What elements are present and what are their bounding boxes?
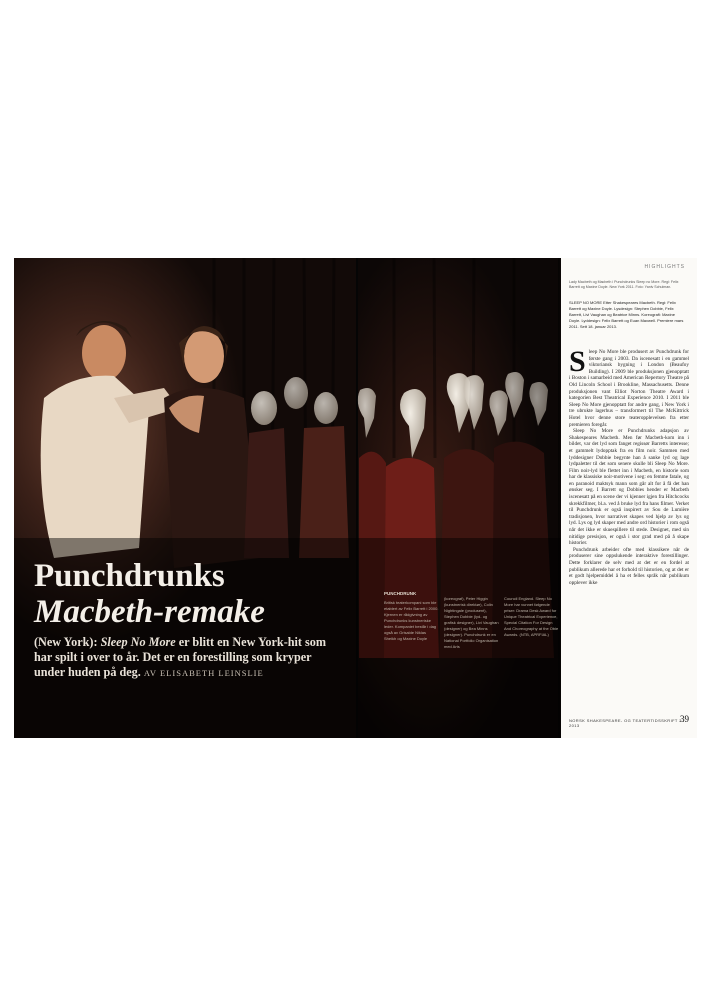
deck-show-title: Sleep No More bbox=[100, 635, 176, 649]
magazine-spread bbox=[14, 258, 697, 738]
body-paragraph: leep No More ble produsert av Punchdrunk for første gang i 2003. Da iscenesatt i en gammel viktoriansk bygning i London (Beaufoy Building). I 2009 ble produksjonen gjenopptatt i Boston i samarbeid med American Repertory Theatre på Old Lincoln School i Brookline, Massachusetts. Denne produksjonen vant Elliot Norton Theatre Award i kategorien Best Theatrical Experience 2010. I 2011 ble Sleep No More gjenopptatt for andre gang, i New York i tre ubrukte lagerhus – transformert til The McKittrick Hotel hvor denne store teateropplevelsen fra etter premieren foregår. bbox=[569, 349, 689, 428]
headline-line-2: Macbeth-remake bbox=[34, 594, 265, 630]
page-gutter bbox=[356, 258, 358, 738]
page-footer: NORSK SHAKESPEARE- OG TEATERTIDSSKRIFT 2 / 2013 bbox=[569, 718, 685, 728]
photo-caption-col-3 bbox=[504, 596, 559, 638]
photo-caption-col-1 bbox=[384, 591, 439, 642]
production-credits: SLEEP NO MORE Etter Shakespeares Macbeth. Regi: Felix Barrett og Maxine Doyle. Lysdesign: Stephen Dobbie, Felix Barrett, Livi Vaughan og Beatrice Minns. Koreografi: Maxine Doyle. Lyddesign: Felix Barrett og Euan Maxwell. Premiere mars 2011. Sett 18. januar 2013. bbox=[569, 300, 684, 329]
byline: AV ELISABETH LEINSLIE bbox=[143, 668, 264, 678]
right-text-page bbox=[561, 258, 697, 738]
page-number: 39 bbox=[680, 714, 689, 724]
deck-text: er blitt en New York-hit som har spilt i over to år. Det er en forestilling som kryper under huden på deg. bbox=[34, 635, 327, 679]
article-deck bbox=[34, 635, 344, 681]
body-paragraph: Sleep No More er Punchdrunks adapsjon av Shakespeares Macbeth. Men før Macbeth-kom inn i bildet, var det lyd som fanget regissør Barretts interesse; et gammelt lydopptak fra en film noir. Sammen med lyddesigner Dobbie begynte han å sanke lyd og lage lydpaletter til det som senere skulle bli Sleep No More. Film noir-lyd ble flettet inn i Macbeth, en historie som har de klassiske noir-motivene i seg: en femme fatale, og en paranoid maktsyk mann som går alt for å få det han ønsker seg. I Barrett og Dobbies hender er Macbeth iscenesatt på en scene der vi kjenner igjen fra Hitchcocks skrekkfilmer, bl.a. ved å bruke lyd fra hans filmer. Verket til Punchdrunk er også inspirert av Sou de Lumière tradisjonen, hvor narrativet skapes ved hjelp av lys og lyd. Lys og lyd skaper med andre ord historier i rom også når det ikke er skuespillere til stede. Designet, med sin nitidige presisjon, er også i stor grad med på å skape historier. bbox=[569, 428, 689, 547]
article-body bbox=[569, 349, 689, 719]
article-headline bbox=[34, 558, 265, 630]
drop-cap: S bbox=[569, 349, 586, 378]
photo-top-caption: Lady Macbeth og Macbeth i Punchdrunks Sleep no More. Regi: Felix Barrett og Maxine Doyle. New York 2011. Foto: Yaniv Schulman. bbox=[569, 280, 679, 289]
body-paragraph: Punchdrunk arbeider ofte med klassikere når de produserer sine oppslukende interaktive forestillinger. Dette forklarer de selv med at det er en fordel at publikum allerede har et forhold til historien, og at det er et godt hjelpemiddel å ha et felles språk når publikum opplever ikke bbox=[569, 546, 689, 586]
caption-text-1: Britisk teaterkompani som ble etablert av Felix Barrett i 2000. Kjernen er rådgivning av Punchdrunks kunstneriske leder. Kompaniet består i dag også av Grisalde Niklas Sheikh og Maxine Doyle bbox=[384, 600, 439, 641]
caption-text-3: Council England. Sleep No More har vunnet følgende priser: Drama Desk Award for Unique Theatrical Experience, Special Citation For Design And Choreography at the Obie Awards. (NTB, APRFIAL) bbox=[504, 596, 559, 637]
photo-caption-col-2 bbox=[444, 596, 499, 650]
deck-prefix: (New York): bbox=[34, 635, 101, 649]
caption-text-2: (koreograf), Peter Higgin (kunstnerisk direktør), Colin Nightingale (produsent), Stephen Dobbie (lyd- og grafisk designer), Livi Vaughan (designer) og Bea Minns (designer). Punchdrunk er en National Portfolio Organisation med Arts bbox=[444, 596, 499, 649]
caption-title: PUNCHDRUNK bbox=[384, 591, 417, 596]
section-tag: HIGHLIGHTS bbox=[644, 264, 685, 270]
headline-line-1: Punchdrunks bbox=[34, 558, 225, 594]
